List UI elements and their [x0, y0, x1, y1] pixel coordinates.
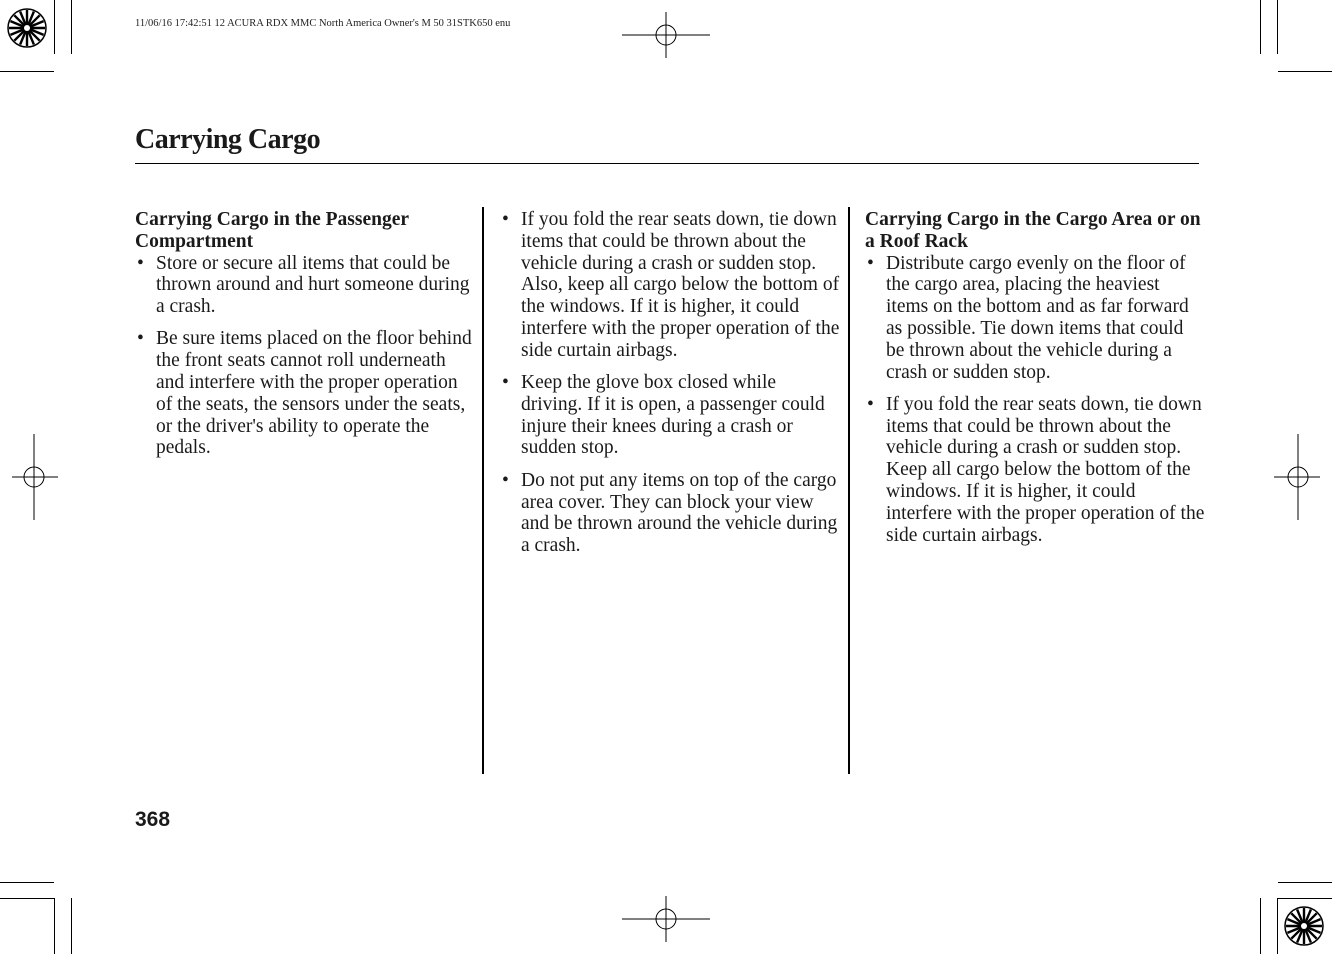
list-item-text: If you fold the rear seats down, tie down items that could be thrown about the vehicle during a crash or sudden stop. Also, keep all cargo below the bottom of the windows. If it is higher, it could interfere with the proper operation of the side curtain airbags. [521, 209, 840, 361]
bullet-icon: • [137, 328, 144, 350]
column-1 [135, 209, 475, 470]
registration-target-icon-bottom-right [1284, 906, 1324, 946]
list-item-text: Distribute cargo evenly on the floor of the cargo area, placing the heaviest items on the bottom and as far forward as possible. Tie down items that could be thrown about the vehicle during a crash or sudden stop. [886, 252, 1189, 383]
list-item [135, 253, 475, 318]
registration-target-icon-top-left [7, 8, 47, 48]
bullet-list [500, 209, 840, 557]
list-item-text: Keep the glove box closed while driving. If it is open, a passenger could injure their knees during a crash or sudden stop. [521, 372, 825, 459]
registration-crosshair-bottom [622, 896, 710, 942]
title-divider [135, 163, 1199, 164]
registration-crosshair-left [12, 434, 58, 520]
bullet-icon: • [502, 469, 509, 491]
list-item-text: Store or secure all items that could be thrown around and hurt someone during a crash. [156, 252, 470, 318]
bullet-list [135, 253, 475, 460]
list-item-text: Do not put any items on top of the cargo area cover. They can block your view and be thrown around the vehicle during a crash. [521, 469, 838, 557]
list-item-text: Be sure items placed on the floor behind the front seats cannot roll underneath and interfere with the proper operation of the seats, the sensors under the seats, or the driver's ability to operate the pedals. [156, 328, 472, 459]
page-title: Carrying Cargo [135, 124, 321, 155]
bullet-icon: • [867, 252, 874, 274]
print-info: 11/06/16 17:42:51 12 ACURA RDX MMC North America Owner's M 50 31STK650 enu [135, 18, 511, 29]
registration-crosshair-right [1274, 434, 1320, 520]
section-heading: Carrying Cargo in the Passenger Compartment [135, 209, 409, 252]
column-divider [848, 207, 850, 774]
bullet-icon: • [867, 393, 874, 415]
column-divider [482, 207, 484, 774]
list-item [500, 372, 840, 459]
list-item [500, 209, 840, 362]
column-2 [500, 209, 840, 567]
bullet-icon: • [502, 209, 509, 230]
list-item [500, 470, 840, 557]
list-item [865, 253, 1205, 384]
page-number: 368 [135, 808, 171, 831]
bullet-icon: • [502, 372, 509, 394]
list-item [135, 328, 475, 459]
column-3 [865, 209, 1205, 557]
bullet-list [865, 253, 1205, 547]
section-heading: Carrying Cargo in the Cargo Area or on a Roof Rack [865, 209, 1201, 252]
registration-crosshair-top [622, 12, 710, 58]
list-item-text: If you fold the rear seats down, tie down items that could be thrown about the vehicle during a crash or sudden stop. Keep all cargo below the bottom of the windows. If it is higher, it could interfere with the proper operation of the side curtain airbags. [886, 393, 1205, 546]
list-item [865, 394, 1205, 547]
bullet-icon: • [137, 252, 144, 274]
